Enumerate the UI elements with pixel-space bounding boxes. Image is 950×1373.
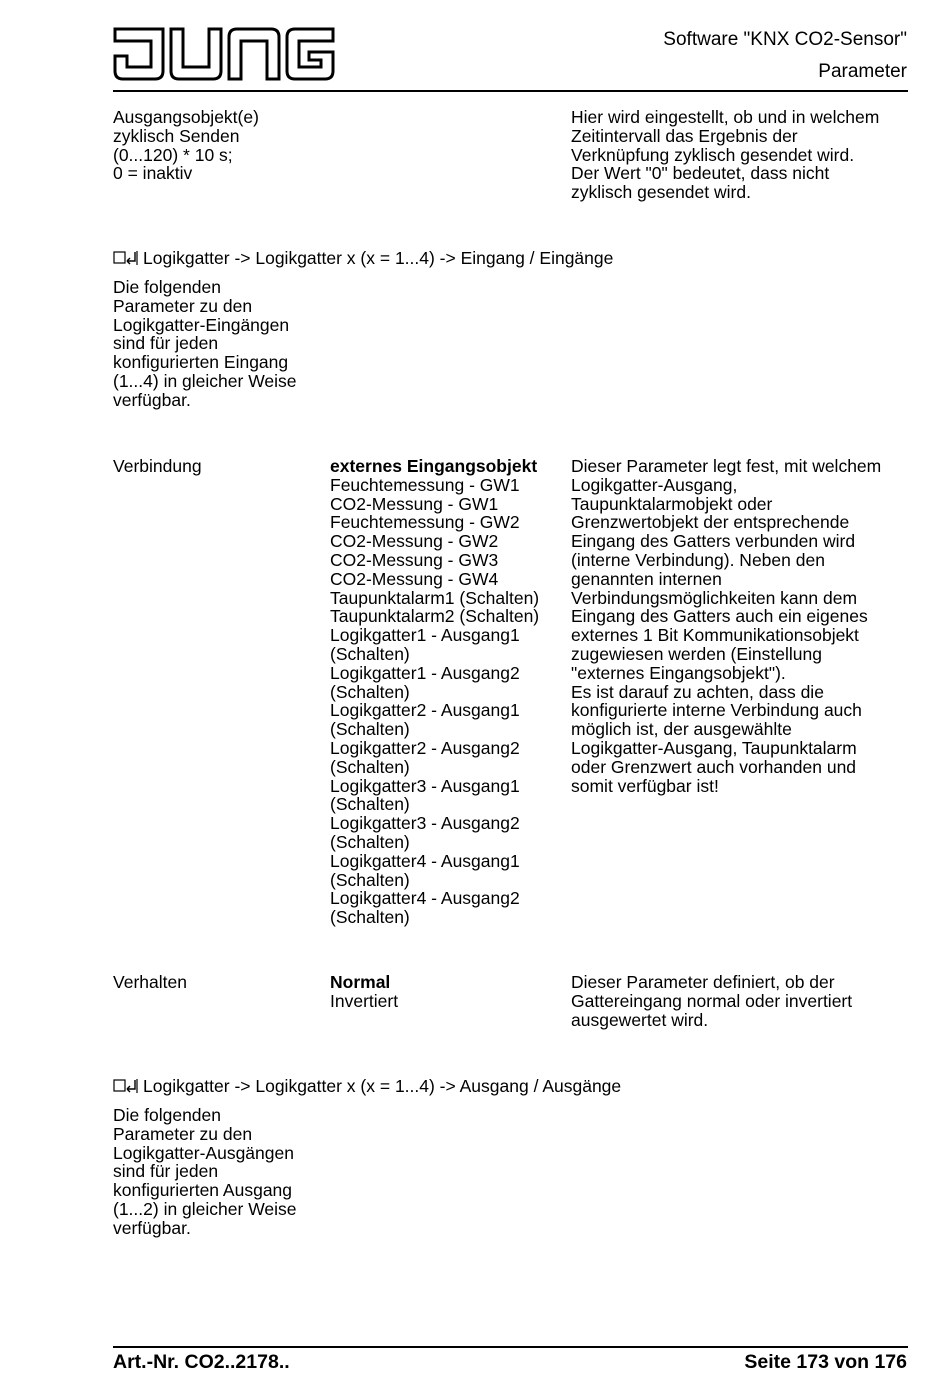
- desc-line: (interne Verbindung). Neben den: [571, 549, 825, 570]
- desc-line: Hier wird eingestellt, ob und in welchem: [571, 107, 880, 127]
- desc-line: Dieser Parameter legt fest, mit welchem: [571, 456, 882, 476]
- desc-line: Verbindungsmöglichkeiten kann dem: [571, 587, 858, 608]
- desc-line: oder Grenzwert auch vorhanden und: [571, 756, 857, 777]
- option-line: Logikgatter4 - Ausgang1: [330, 850, 520, 871]
- intro-line: (1...4) in gleicher Weise: [113, 370, 297, 391]
- option-line: (Schalten): [330, 681, 410, 702]
- intro-line: Logikgatter-Eingängen: [113, 314, 290, 335]
- intro-line: konfigurierten Ausgang: [113, 1180, 293, 1201]
- header-rule: [113, 90, 908, 92]
- desc-line: Eingang des Gatters verbunden wird: [571, 531, 856, 552]
- intro-line: Die folgenden: [113, 1105, 221, 1125]
- desc-line: genannten internen: [571, 568, 722, 589]
- option-line: Logikgatter2 - Ausgang1: [330, 700, 520, 721]
- default-option: Normal: [330, 972, 391, 992]
- option-line: (Schalten): [330, 719, 410, 740]
- option-line: (Schalten): [330, 794, 410, 815]
- intro-line: sind für jeden: [113, 333, 219, 354]
- input-arrow-icon: [113, 1078, 139, 1094]
- footer-rule: [113, 1346, 908, 1348]
- parameter-label-verhalten: Verhalten: [113, 972, 187, 992]
- desc-line: Logikgatter-Ausgang,: [571, 474, 738, 495]
- option-line: CO2-Messung - GW3: [330, 549, 499, 570]
- desc-line: Gattereingang normal oder invertiert: [571, 990, 853, 1011]
- label-line: 0 = inaktiv: [113, 163, 193, 184]
- desc-line: Logikgatter-Ausgang, Taupunktalarm: [571, 737, 857, 758]
- intro-line: Die folgenden: [113, 277, 221, 297]
- desc-line: externes 1 Bit Kommunikationsobjekt: [571, 625, 859, 646]
- option-line: CO2-Messung - GW4: [330, 568, 499, 589]
- cyclic-send-label: [113, 108, 323, 183]
- option-line: (Schalten): [330, 756, 410, 777]
- option-line: Feuchtemessung - GW1: [330, 474, 520, 495]
- option-line: Logikgatter4 - Ausgang2: [330, 888, 520, 909]
- desc-line: Der Wert "0" bedeutet, dass nicht: [571, 163, 830, 184]
- intro-line: sind für jeden: [113, 1161, 219, 1182]
- page-number: Seite 173 von 176: [744, 1351, 907, 1373]
- desc-line: Taupunktalarmobjekt oder: [571, 493, 773, 514]
- jung-logo: [113, 26, 335, 82]
- section-heading-outputs: [113, 1077, 621, 1096]
- option-line: Logikgatter1 - Ausgang1: [330, 625, 520, 646]
- option-line: Logikgatter3 - Ausgang1: [330, 775, 520, 796]
- desc-line: konfigurierte interne Verbindung auch: [571, 700, 862, 721]
- option-line: (Schalten): [330, 869, 410, 890]
- desc-line: zugewiesen werden (Einstellung: [571, 643, 822, 664]
- article-number: Art.-Nr. CO2..2178..: [113, 1351, 290, 1373]
- intro-line: Logikgatter-Ausgängen: [113, 1142, 294, 1163]
- label-line: Ausgangsobjekt(e): [113, 107, 259, 127]
- document-title: Software "KNX CO2-Sensor": [663, 29, 907, 50]
- intro-line: verfügbar.: [113, 389, 191, 410]
- option-line: (Schalten): [330, 643, 410, 664]
- desc-line: "externes Eingangsobjekt").: [571, 662, 786, 683]
- option-line: Feuchtemessung - GW2: [330, 512, 520, 533]
- parameter-options-verbindung: [330, 457, 565, 927]
- desc-line: Zeitintervall das Ergebnis der: [571, 125, 798, 146]
- parameter-description-verbindung: [571, 457, 911, 795]
- parameter-options-verhalten: [330, 973, 565, 1011]
- desc-line: Es ist darauf zu achten, dass die: [571, 681, 824, 702]
- intro-line: Parameter zu den: [113, 295, 253, 316]
- label-line: (0...120) * 10 s;: [113, 144, 233, 165]
- intro-line: konfigurierten Eingang: [113, 352, 289, 373]
- default-option: externes Eingangsobjekt: [330, 456, 538, 476]
- option-line: CO2-Messung - GW2: [330, 531, 499, 552]
- option-line: Logikgatter2 - Ausgang2: [330, 737, 520, 758]
- section-heading-text: Logikgatter -> Logikgatter x (x = 1...4) -> Ausgang / Ausgänge: [143, 1076, 622, 1096]
- desc-line: Verknüpfung zyklisch gesendet wird.: [571, 144, 855, 165]
- desc-line: zyklisch gesendet wird.: [571, 182, 751, 203]
- desc-line: ausgewertet wird.: [571, 1009, 709, 1030]
- parameter-label-verbindung: Verbindung: [113, 456, 202, 476]
- desc-line: Dieser Parameter definiert, ob der: [571, 972, 835, 992]
- desc-line: möglich ist, der ausgewählte: [571, 719, 792, 740]
- input-arrow-icon: [113, 250, 139, 266]
- desc-line: somit verfügbar ist!: [571, 775, 719, 796]
- intro-line: Parameter zu den: [113, 1123, 253, 1144]
- option-line: Taupunktalarm2 (Schalten): [330, 606, 540, 627]
- intro-line: (1...2) in gleicher Weise: [113, 1198, 297, 1219]
- option-line: Invertiert: [330, 990, 399, 1011]
- desc-line: Eingang des Gatters auch ein eigenes: [571, 606, 868, 627]
- section-intro-outputs: [113, 1106, 323, 1238]
- option-line: Logikgatter1 - Ausgang2: [330, 662, 520, 683]
- desc-line: Grenzwertobjekt der entsprechende: [571, 512, 850, 533]
- parameter-description-verhalten: [571, 973, 911, 1029]
- option-line: CO2-Messung - GW1: [330, 493, 499, 514]
- option-line: (Schalten): [330, 907, 410, 928]
- document-subtitle: Parameter: [818, 61, 907, 82]
- option-line: Logikgatter3 - Ausgang2: [330, 813, 520, 834]
- cyclic-send-description: [571, 108, 911, 202]
- section-intro-inputs: [113, 278, 323, 410]
- label-line: zyklisch Senden: [113, 125, 240, 146]
- intro-line: verfügbar.: [113, 1217, 191, 1238]
- section-heading-inputs: [113, 249, 613, 268]
- option-line: (Schalten): [330, 831, 410, 852]
- option-line: Taupunktalarm1 (Schalten): [330, 587, 540, 608]
- section-heading-text: Logikgatter -> Logikgatter x (x = 1...4) -> Eingang / Eingänge: [143, 248, 614, 268]
